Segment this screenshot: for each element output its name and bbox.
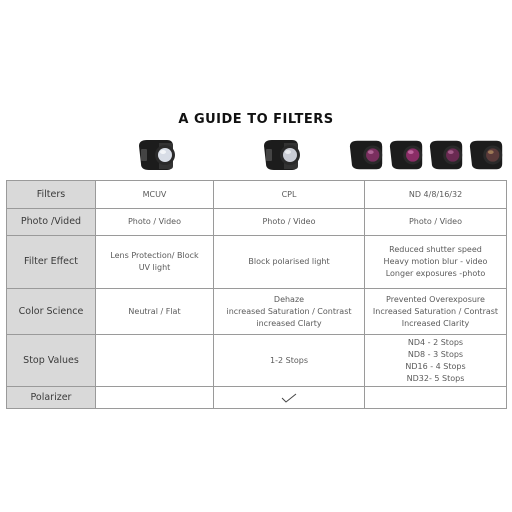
effect-mcuv-line: Lens Protection/ Block xyxy=(110,251,199,260)
row-header-polarizer: Polarizer xyxy=(7,387,96,409)
effect-nd-line: Reduced shutter speed xyxy=(389,245,482,254)
filter-guide-table xyxy=(6,180,507,409)
cell-filters-nd: ND 4/8/16/32 xyxy=(365,181,507,209)
mcuv-lens xyxy=(158,148,172,162)
row-header-photo-video: Photo /Vided xyxy=(7,209,96,236)
cell-stops-nd xyxy=(365,335,507,387)
mcuv-filter-image xyxy=(137,138,177,172)
cell-polarizer-cpl xyxy=(214,387,365,409)
cell-stops-mcuv xyxy=(96,335,214,387)
table-row xyxy=(7,209,507,236)
effect-nd-line: Heavy motion blur - video xyxy=(383,257,488,266)
table-row xyxy=(7,236,507,289)
table-row xyxy=(7,289,507,335)
cell-color-mcuv xyxy=(96,289,214,335)
cell-polarizer-nd xyxy=(365,387,507,409)
row-header-color-science: Color Science xyxy=(7,289,96,335)
cell-photo-cpl: Photo / Video xyxy=(214,209,365,236)
color-nd-line: Increased Clarity xyxy=(401,318,470,328)
color-nd-line: Prevented Overexposure xyxy=(386,294,485,304)
nd8-filter-image xyxy=(388,138,426,172)
cell-filters-cpl: CPL xyxy=(214,181,365,209)
cell-photo-nd: Photo / Video xyxy=(365,209,507,236)
cpl-filter-image xyxy=(262,138,302,172)
row-header-filters: Filters xyxy=(7,181,96,209)
cell-stops-cpl: 1-2 Stops xyxy=(214,335,365,387)
color-nd-line: Increased Saturation / Contrast xyxy=(372,306,499,316)
nd4-filter-image xyxy=(348,138,386,172)
color-cpl-line: increased Clarty xyxy=(256,318,322,328)
effect-nd-line: Longer exposures -photo xyxy=(385,269,486,278)
cell-effect-cpl xyxy=(214,236,365,289)
checkmark-icon xyxy=(281,393,297,403)
color-cpl-line: increased Saturation / Contrast xyxy=(226,306,352,316)
cell-color-cpl xyxy=(214,289,365,335)
table-row xyxy=(7,335,507,387)
effect-cpl-line: Block polarised light xyxy=(248,257,330,266)
stops-nd-line: ND16 - 4 Stops xyxy=(405,361,466,371)
cell-effect-nd xyxy=(365,236,507,289)
cell-filters-mcuv: MCUV xyxy=(96,181,214,209)
stops-nd-line: ND32- 5 Stops xyxy=(406,373,465,383)
effect-mcuv-line: UV light xyxy=(138,263,171,272)
cell-effect-mcuv xyxy=(96,236,214,289)
cell-photo-mcuv: Photo / Video xyxy=(96,209,214,236)
nd16-filter-image xyxy=(428,138,466,172)
cell-color-nd xyxy=(365,289,507,335)
table-row xyxy=(7,181,507,209)
color-mcuv-line: Neutral / Flat xyxy=(128,306,181,316)
page-title: A GUIDE TO FILTERS xyxy=(178,112,334,127)
nd32-filter-image xyxy=(468,138,506,172)
stops-nd-line: ND4 - 2 Stops xyxy=(407,337,464,347)
row-header-filter-effect: Filter Effect xyxy=(7,236,96,289)
color-cpl-line: Dehaze xyxy=(273,294,305,304)
row-header-stop-values: Stop Values xyxy=(7,335,96,387)
table-row xyxy=(7,387,507,409)
cell-polarizer-mcuv xyxy=(96,387,214,409)
stops-nd-line: ND8 - 3 Stops xyxy=(407,349,464,359)
